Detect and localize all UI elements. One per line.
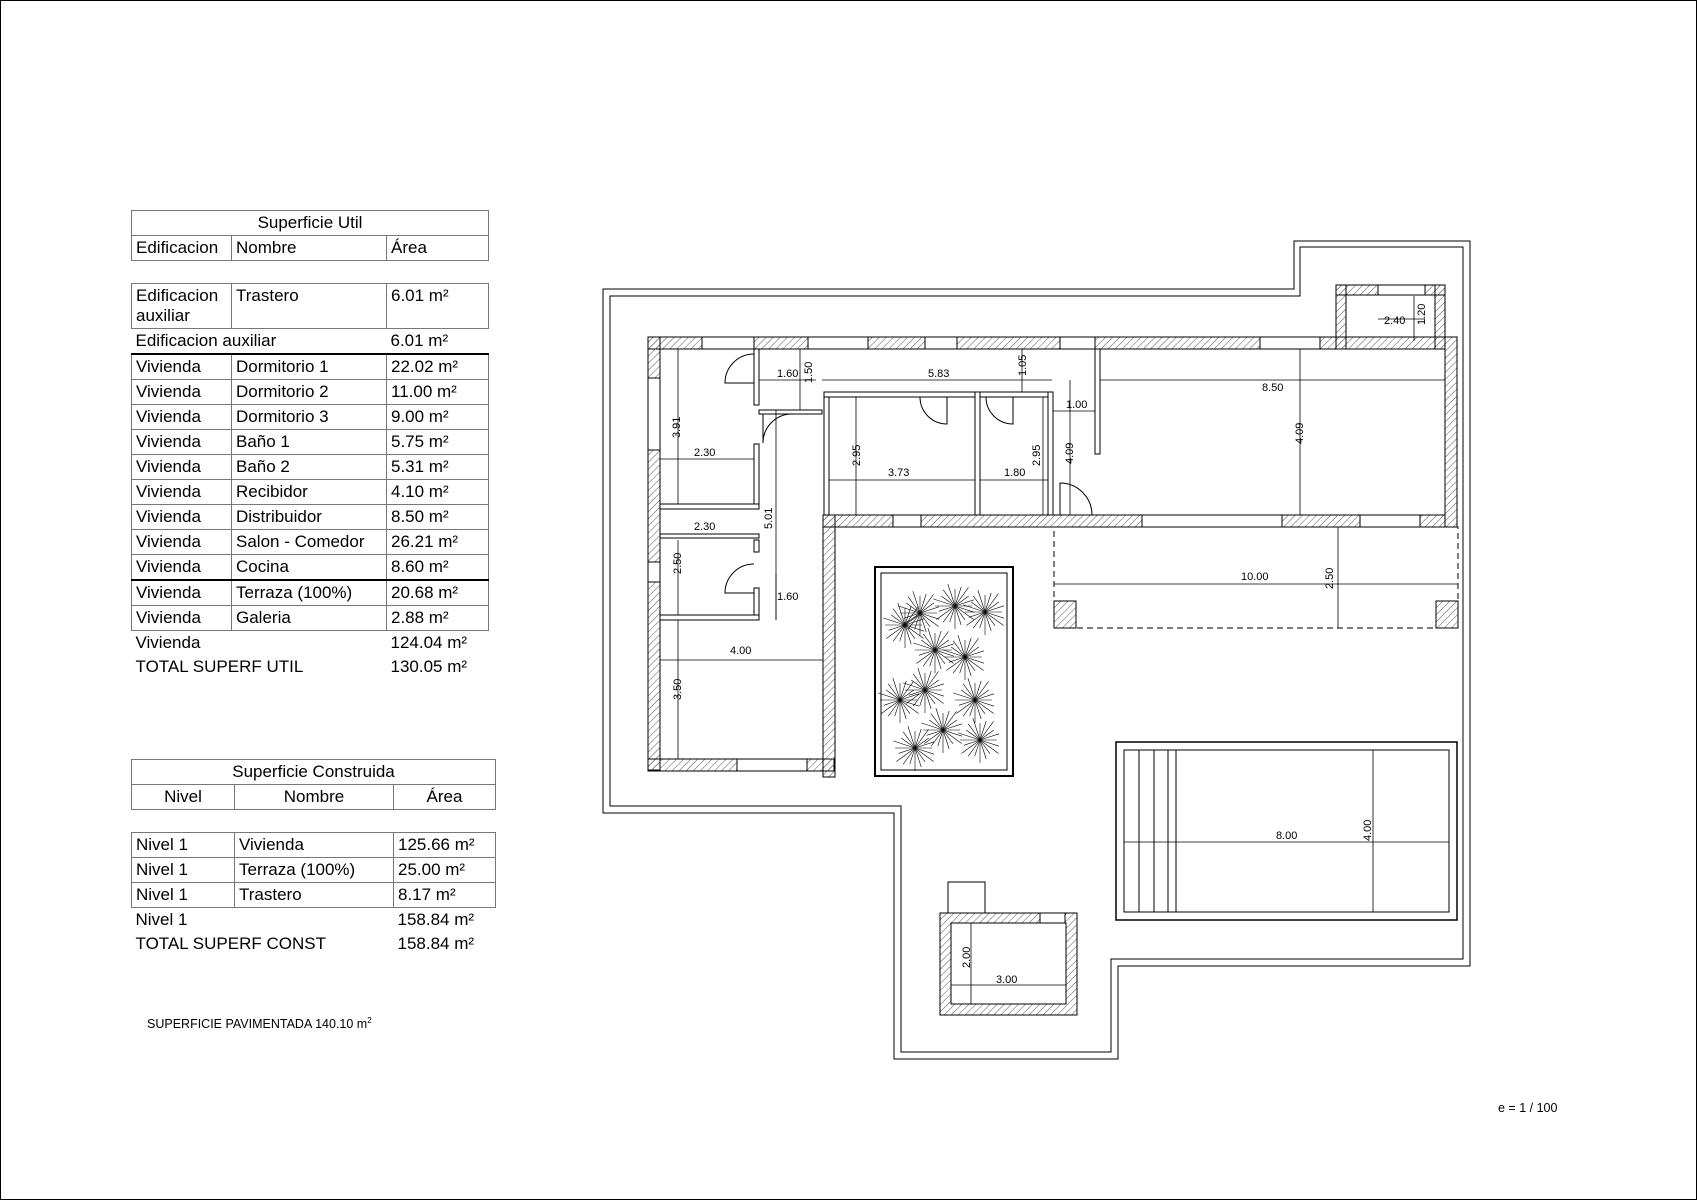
cell-nombre: Baño 1	[232, 430, 387, 455]
cell-nombre: Terraza (100%)	[235, 858, 394, 883]
pavimentada-text: SUPERFICIE PAVIMENTADA 140.10 m	[147, 1017, 368, 1032]
cell-edificacion: Vivienda	[132, 505, 232, 530]
cell-edificacion: Vivienda	[132, 455, 232, 480]
cell-edificacion: Vivienda	[132, 480, 232, 505]
dim-label: 2.40	[1384, 315, 1406, 327]
cell-area: 22.02 m²	[387, 354, 489, 380]
dim-label: 2.95	[1031, 444, 1043, 466]
cell-nombre: Cocina	[232, 555, 387, 581]
dim-label: 5.83	[928, 368, 950, 380]
header-edificacion: Edificacion	[132, 236, 232, 261]
pavimentada-sup: 2	[367, 1016, 372, 1025]
cell-edificacion: Vivienda	[132, 430, 232, 455]
nivel-total-label: Nivel 1	[135, 910, 188, 929]
dim-label: 8.00	[1276, 830, 1298, 842]
cell-nivel: Nivel 1	[132, 883, 235, 908]
nivel-total-area: 158.84 m²	[397, 910, 475, 929]
dim-label: 2.50	[672, 552, 684, 574]
scale-note: e = 1 / 100	[1498, 1101, 1558, 1115]
header-area: Área	[387, 236, 489, 261]
vivienda-total-label: Vivienda	[135, 633, 201, 652]
cell-nombre: Recibidor	[232, 480, 387, 505]
cell-nivel: Nivel 1	[132, 833, 235, 858]
cell-area: 25.00 m²	[394, 858, 496, 883]
cell-area: 125.66 m²	[394, 833, 496, 858]
superficie-construida-title: Superficie Construida	[132, 760, 496, 785]
aux-edificacion: Edificacion auxiliar	[132, 284, 232, 329]
cell-nombre: Galeria	[232, 606, 387, 631]
header-nombre: Nombre	[235, 785, 394, 810]
aux-area: 6.01 m²	[387, 284, 489, 329]
dimension-lines	[660, 296, 1458, 1004]
cell-edificacion: Vivienda	[132, 354, 232, 380]
cell-area: 4.10 m²	[387, 480, 489, 505]
dim-label: 1.60	[777, 368, 799, 380]
palm-trees-icon	[878, 584, 1004, 771]
header-area: Área	[394, 785, 496, 810]
cell-area: 20.68 m²	[387, 580, 489, 606]
dim-label: 2.30	[694, 521, 716, 533]
cell-edificacion: Vivienda	[132, 530, 232, 555]
cell-area: 5.75 m²	[387, 430, 489, 455]
cell-area: 26.21 m²	[387, 530, 489, 555]
cell-area: 11.00 m²	[387, 380, 489, 405]
dim-label: 2.30	[694, 447, 716, 459]
dim-label: 3.73	[888, 467, 910, 479]
cell-nombre: Dormitorio 1	[232, 354, 387, 380]
header-nombre: Nombre	[232, 236, 387, 261]
cell-edificacion: Vivienda	[132, 405, 232, 430]
aux-total-label: Edificacion auxiliar	[135, 331, 277, 350]
cell-nombre: Baño 2	[232, 455, 387, 480]
planter	[875, 567, 1013, 776]
dim-label: 1.80	[1004, 467, 1026, 479]
dim-label: 4.00	[1362, 819, 1374, 841]
total-util-area: 130.05 m²	[390, 657, 468, 676]
dim-label: 2.50	[1324, 567, 1336, 589]
cell-edificacion: Vivienda	[132, 380, 232, 405]
dim-label: 1.00	[1066, 399, 1088, 411]
cell-nombre: Salon - Comedor	[232, 530, 387, 555]
superficie-util-title: Superficie Util	[132, 211, 489, 236]
header-nivel: Nivel	[132, 785, 235, 810]
aux-total-area: 6.01 m²	[390, 331, 449, 350]
dim-label: 1.50	[803, 361, 815, 383]
cell-area: 5.31 m²	[387, 455, 489, 480]
house-walls	[648, 285, 1457, 777]
cell-area: 8.17 m²	[394, 883, 496, 908]
dim-label: 10.00	[1241, 571, 1269, 583]
dim-label: 2.00	[961, 946, 973, 968]
cell-edificacion: Vivienda	[132, 555, 232, 581]
cell-area: 2.88 m²	[387, 606, 489, 631]
dim-label: 4.00	[730, 645, 752, 657]
dim-label: 1.05	[1017, 354, 1029, 376]
dim-label: 4.09	[1294, 422, 1306, 444]
dim-label: 3.00	[996, 974, 1018, 986]
cell-nombre: Distribuidor	[232, 505, 387, 530]
dim-label: 2.95	[851, 444, 863, 466]
dim-label: 8.50	[1262, 382, 1284, 394]
dim-label: 1.60	[777, 591, 799, 603]
vivienda-total-area: 124.04 m²	[390, 633, 468, 652]
dim-label: 3.50	[672, 678, 684, 700]
cell-edificacion: Vivienda	[132, 580, 232, 606]
dim-label: 1.20	[1416, 303, 1428, 325]
cell-nivel: Nivel 1	[132, 858, 235, 883]
cell-area: 9.00 m²	[387, 405, 489, 430]
cell-nombre: Dormitorio 3	[232, 405, 387, 430]
total-const-area: 158.84 m²	[397, 934, 475, 953]
interior-walls	[660, 349, 1100, 620]
cell-area: 8.60 m²	[387, 555, 489, 581]
total-const-label: TOTAL SUPERF CONST	[135, 934, 326, 953]
dim-label: 3.91	[671, 416, 683, 438]
dim-label: 5.01	[763, 507, 775, 529]
aux-nombre: Trastero	[232, 284, 387, 329]
dim-label: 4.09	[1064, 442, 1076, 464]
cell-nombre: Vivienda	[235, 833, 394, 858]
cell-nombre: Trastero	[235, 883, 394, 908]
cell-nombre: Dormitorio 2	[232, 380, 387, 405]
cell-nombre: Terraza (100%)	[232, 580, 387, 606]
cell-edificacion: Vivienda	[132, 606, 232, 631]
total-util-label: TOTAL SUPERF UTIL	[135, 657, 304, 676]
cell-area: 8.50 m²	[387, 505, 489, 530]
